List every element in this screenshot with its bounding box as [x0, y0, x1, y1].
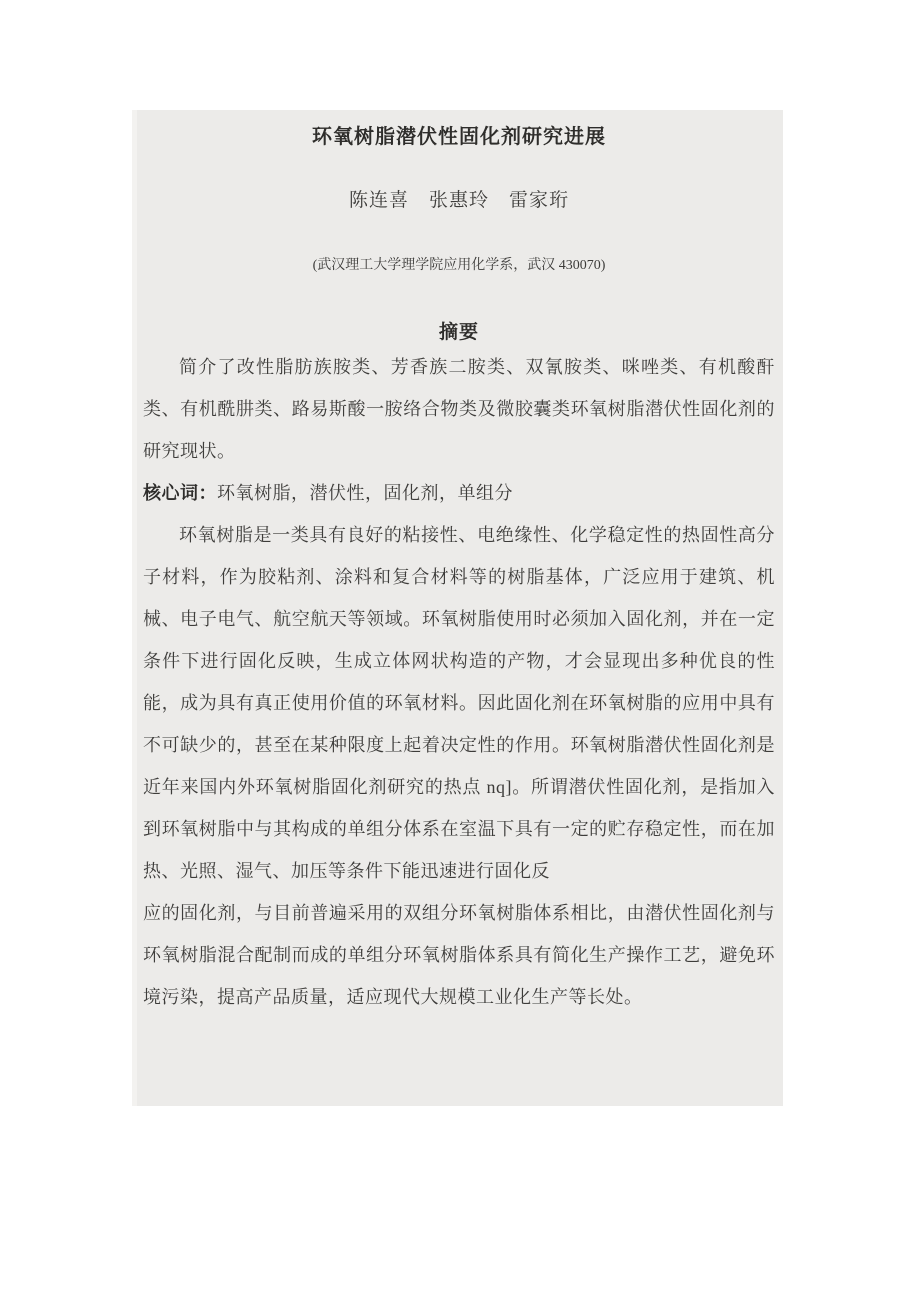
keywords-text: 环氧树脂，潜伏性，固化剂，单组分: [217, 483, 513, 503]
affiliation-line: (武汉理工大学理学院应用化学系，武汉 430070): [312, 258, 606, 273]
keywords-line: [143, 472, 775, 514]
keywords-label: 核心词：: [143, 483, 217, 503]
body-paragraph-1: 环氧树脂是一类具有良好的粘接性、电绝缘性、化学稳定性的热固性高分子材料，作为胶粘剂、涂料和复合材料等的树脂基体，广泛应用于建筑、机械、电子电气、航空航天等领域。环氧树脂使用时必须加入固化剂，并在一定条件下进行固化反映，生成立体网状构造的产物，才会显现出多种优良的性能，成为具有真正使用价值的环氧材料。因此固化剂在环氧树脂的应用中具有不可缺少的，甚至在某种限度上起着决定性的作用。环氧树脂潜伏性固化剂是近年来国内外环氧树脂固化剂研究的热点 nq]。所谓潜伏性固化剂，是指加入到环氧树脂中与其构成的单组分体系在室温下具有一定的贮存稳定性，而在加热、光照、湿气、加压等条件下能迅速进行固化反: [143, 525, 775, 881]
body-paragraph-2: 应的固化剂，与目前普遍采用的双组分环氧树脂体系相比，由潜伏性固化剂与环氧树脂混合配制而成的单组分环氧树脂体系具有简化生产操作工艺，避免环境污染，提高产品质量，适应现代大规模工业化生产等长处。: [143, 903, 775, 1007]
authors-line: 陈连喜 张惠玲 雷家珩: [348, 190, 569, 211]
document-page: [132, 110, 783, 1106]
document-title: 环氧树脂潜伏性固化剂研究进展: [312, 126, 606, 148]
abstract-paragraph: 简介了改性脂肪族胺类、芳香族二胺类、双氰胺类、咪唑类、有机酸酐类、有机酰肼类、路易斯酸一胺络合物类及微胶囊类环氧树脂潜伏性固化剂的研究现状。: [143, 357, 775, 461]
abstract-heading: 摘要: [438, 322, 479, 343]
